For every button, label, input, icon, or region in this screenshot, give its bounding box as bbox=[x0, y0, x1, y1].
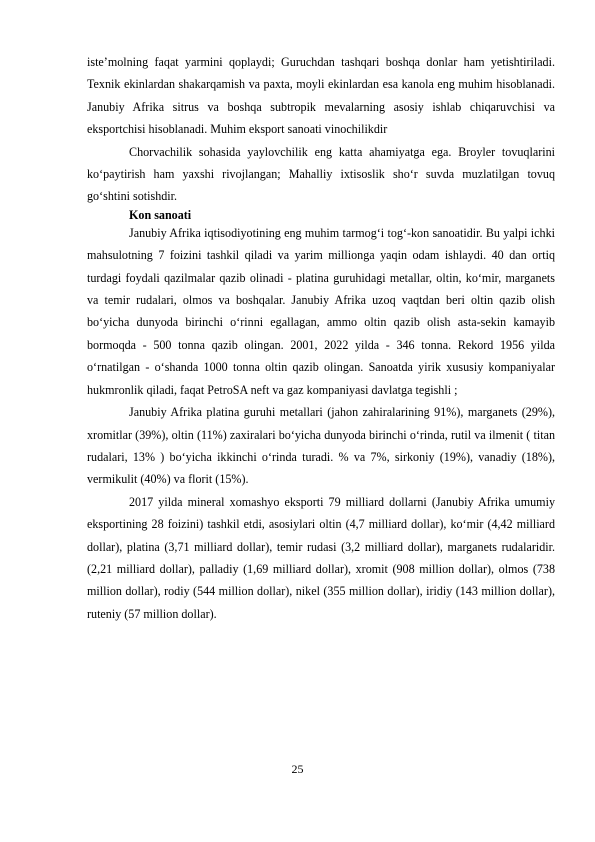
paragraph-mineral-reserves: Janubiy Afrika platina guruhi metallari (jahon zahiralarining 91%), marganets (29%), xromitlar (39%), oltin (11%) zaxiralari boʻyicha dunyoda birinchi oʻrinda, rutil va ilmenit ( titan rudalari, 13% ) boʻyicha ikkinchi oʻrinda turadi. % va 7%, sirkoniy (19%), vanadiy (18%), vermikulit (40%) va florit (15%). bbox=[87, 405, 555, 487]
page-body bbox=[87, 51, 555, 625]
section-heading-mining: Kon sanoati bbox=[129, 207, 192, 222]
paragraph-mineral-exports: 2017 yilda mineral xomashyo eksporti 79 milliard dollarni (Janubiy Afrika umumiy eksportining 28 foizini) tashkil etdi, asosiylari oltin (4,7 milliard dollar), koʻmir (4,42 milliard dollar), platina (3,71 milliard dollar), temir rudasi (3,2 milliard dollar), marganets rudalaridir. (2,21 milliard dollar), palladiy (1,69 milliard dollar), xromit (908 million dollar), olmos (738 million dollar), rodiy (544 million dollar), nikel (355 million dollar), iridiy (143 million dollar), ruteniy (57 million dollar). bbox=[87, 494, 555, 621]
paragraph-grain-crops: isteʼmolning faqat yarmini qoplaydi; Guruchdan tashqari boshqa donlar ham yetishtiriladi. Texnik ekinlardan shakarqamish va paxta, moyli ekinlardan esa kanola eng muhim hisoblanadi. Janubiy Afrika sitrus va boshqa subtropik mevalarning asosiy ishlab chiqaruvchisi va eksportchisi hisoblanadi. Muhim eksport sanoati vinochilikdir bbox=[87, 55, 555, 137]
paragraph-mining-industry: Janubiy Afrika iqtisodiyotining eng muhim tarmogʻi togʻ-kon sanoatidir. Bu yalpi ichki mahsulotning 7 foizini tashkil qiladi va yarim millionga yaqin odam ishlaydi. 40 dan ortiq turdagi foydali qazilmalar qazib olinadi - platina guruhidagi metallar, oltin, koʻmir, marganets va temir rudalari, olmos va boshqalar. Janubiy Afrika uzoq vaqtdan beri oltin qazib olish boʻyicha dunyoda birinchi oʻrinni egallagan, ammo oltin qazib olish asta-sekin kamayib bormoqda - 500 tonna qazib olingan. 2001, 2022 yilda - 346 tonna. Rekord 1956 yilda oʻrnatilgan - oʻshanda 1000 tonna oltin qazib olingan. Sanoatda yirik xususiy kompaniyalar hukmronlik qiladi, faqat PetroSA neft va gaz kompaniyasi davlatga tegishli ; bbox=[87, 225, 555, 397]
paragraph-livestock: Chorvachilik sohasida yaylovchilik eng katta ahamiyatga ega. Broyler tovuqlarini koʻpaytirish ham yaxshi rivojlangan; Mahalliy ixtisoslik shoʻr suvda muzlatilgan tovuq goʻshtini sotishdir. bbox=[87, 144, 555, 204]
page-number: 25 bbox=[291, 762, 304, 776]
